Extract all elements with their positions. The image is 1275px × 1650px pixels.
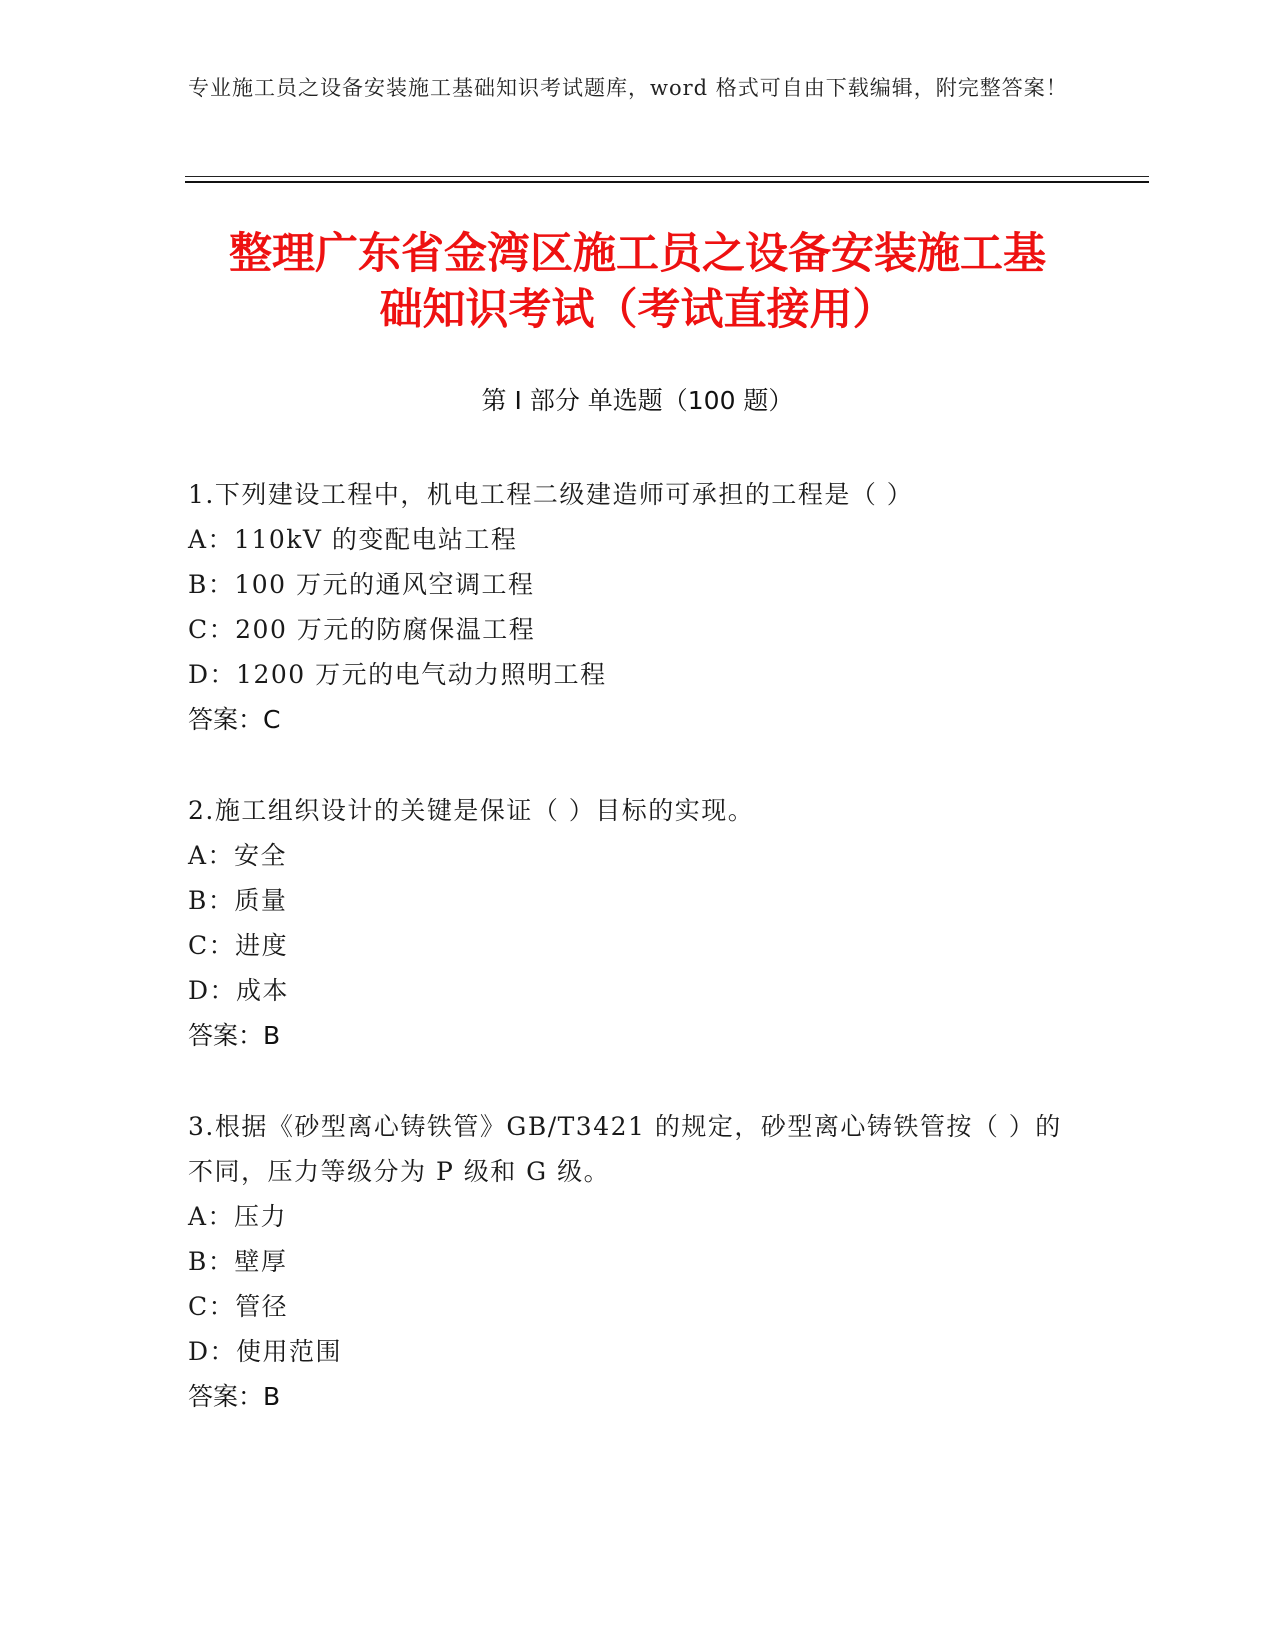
answer: 答案：B [188,1021,281,1050]
question-1 [188,472,1088,742]
header-divider-thin [185,176,1149,177]
question-stem: 1.下列建设工程中，机电工程二级建造师可承担的工程是（ ） [188,480,914,509]
header-note: 专业施工员之设备安装施工基础知识考试题库，word 格式可自由下载编辑，附完整答案！ [188,76,1068,100]
option-d: D：使用范围 [188,1337,343,1366]
option-c: C：200 万元的防腐保温工程 [188,615,536,644]
question-stem: 3.根据《砂型离心铸铁管》GB/T3421 的规定，砂型离心铸铁管按（ ）的不同，压力等级分为 P 级和 G 级。 [188,1112,1062,1186]
header-divider-thick [185,181,1149,183]
option-d: D：1200 万元的电气动力照明工程 [188,660,607,689]
answer: 答案：B [188,1382,281,1411]
title-line-2: 础知识考试（考试直接用） [379,285,896,335]
option-a: A：安全 [188,841,288,870]
option-a: A：压力 [188,1202,288,1231]
document-title [160,226,1115,338]
option-c: C：进度 [188,931,289,960]
option-a: A：110kV 的变配电站工程 [188,525,518,554]
answer: 答案：C [188,705,281,734]
question-2 [188,788,1088,1058]
question-list [188,472,1088,1465]
section-title: 第 I 部分 单选题（100 题） [481,386,794,415]
option-b: B：100 万元的通风空调工程 [188,570,535,599]
option-b: B：壁厚 [188,1247,288,1276]
question-stem: 2.施工组织设计的关键是保证（ ）目标的实现。 [188,796,755,825]
title-line-1: 整理广东省金湾区施工员之设备安装施工基 [229,229,1046,279]
question-3 [188,1104,1088,1419]
option-b: B：质量 [188,886,288,915]
option-c: C：管径 [188,1292,289,1321]
option-d: D：成本 [188,976,290,1005]
